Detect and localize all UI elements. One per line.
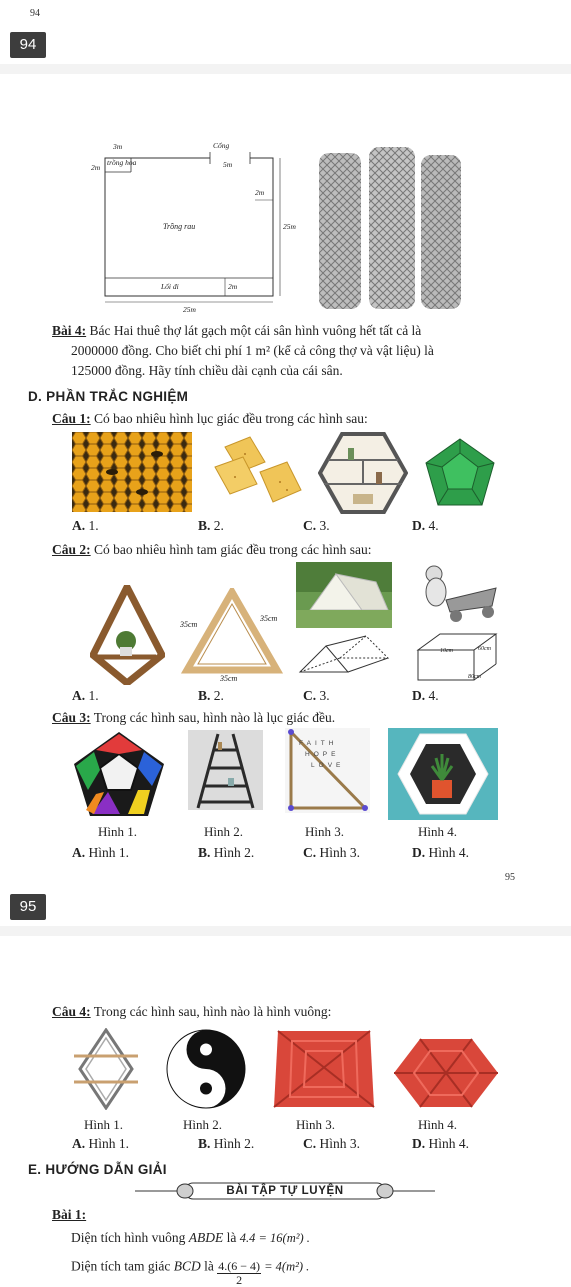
bai4-label: Bài 4: [52, 323, 87, 338]
frame-letter: H [305, 751, 314, 758]
q3-option-b [198, 845, 254, 861]
frame-letter: I [314, 740, 321, 747]
diagram-label-25m-bottom: 25m [183, 305, 196, 314]
q4-option-b [198, 1136, 254, 1152]
q2-option-c-key: C. [303, 688, 317, 703]
q4-caption-4: Hình 4. [418, 1117, 457, 1132]
q1-label: Câu 1: [52, 411, 91, 426]
q3-question [52, 708, 552, 728]
q4-text: Trong các hình sau, hình nào là hình vuông: [90, 1004, 332, 1019]
frame-letter: V [327, 762, 337, 769]
q2-option-b-value: 2. [210, 688, 224, 703]
frame-letter: L [311, 762, 319, 769]
q1-option-c-key: C. [303, 518, 317, 533]
q4-label: Câu 4: [52, 1004, 91, 1019]
box-label-80cm: 80cm [468, 674, 481, 680]
q3-caption-4: Hình 4. [418, 824, 457, 839]
frame-letter: F [299, 740, 307, 747]
prism-diagram [296, 632, 396, 684]
yin-yang-image [165, 1028, 247, 1110]
page-separator [0, 64, 571, 74]
q2-option-a-key: A. [72, 688, 86, 703]
triangle-label-bottom: 35cm [220, 674, 238, 683]
q3-option-a [72, 845, 129, 861]
diagram-label-3m: 3m [113, 142, 123, 151]
q3-option-c [303, 845, 360, 861]
q1-option-c-value: 3. [316, 518, 330, 533]
practice-banner-label: BÀI TẬP TỰ LUYỆN [226, 1185, 344, 1197]
frame-letters-row-2 [299, 749, 365, 760]
bottom-page-number: 95 [505, 872, 515, 883]
honeycomb-image [72, 432, 192, 512]
q1-option-a-value: 1. [85, 518, 99, 533]
diagram-label-2m-bottom: 2m [228, 282, 238, 291]
q2-option-d-key: D. [412, 688, 426, 703]
q3-option-a-key: A. [72, 845, 86, 860]
bai1-label: Bài 1: [52, 1207, 87, 1222]
page-badge-95: 95 [10, 894, 46, 920]
q2-option-c-value: 3. [316, 688, 330, 703]
q1-option-d [412, 518, 439, 534]
q3-option-d-value: Hình 4. [425, 845, 469, 860]
q1-option-a [72, 518, 99, 534]
diagram-label-path: Lối đi [161, 282, 179, 291]
frame-letters-row-3 [299, 760, 365, 771]
box-label-10cm: 10cm [440, 648, 453, 654]
q3-option-d [412, 845, 469, 861]
q4-caption-3: Hình 3. [296, 1117, 335, 1132]
q4-option-c [303, 1136, 360, 1152]
rhombus-shelf-image [70, 1028, 142, 1110]
frame-letter: O [318, 762, 328, 769]
bcd-area-result: = 4(m²) . [260, 1259, 310, 1274]
abde-area-formula: 4.4 = 16(m²) . [239, 1231, 310, 1245]
q1-option-b-key: B. [198, 518, 211, 533]
bcd-fraction-denominator: 2 [236, 1273, 243, 1287]
q3-option-c-key: C. [303, 845, 317, 860]
fence-rolls-image [315, 145, 465, 313]
q3-option-a-value: Hình 1. [85, 845, 129, 860]
frame-letter: T [320, 740, 329, 747]
page-separator-2 [0, 926, 571, 936]
q3-caption-3: Hình 3. [305, 824, 344, 839]
top-page-number: 94 [30, 8, 40, 19]
q4-option-b-key: B. [198, 1136, 211, 1151]
solution-line-1-mid: là [223, 1230, 240, 1245]
q2-label: Câu 2: [52, 542, 91, 557]
frame-letter: H [328, 740, 338, 747]
megaminx-image [72, 730, 167, 820]
q4-option-d-value: Hình 4. [425, 1136, 469, 1151]
wooden-triangle-image [180, 588, 285, 688]
q4-option-d [412, 1136, 469, 1152]
green-dodecahedron-image [422, 437, 498, 509]
q3-option-c-value: Hình 3. [316, 845, 360, 860]
q2-option-d [412, 688, 439, 704]
q1-option-b-value: 2. [210, 518, 224, 533]
diagram-label-2m-right: 2m [255, 188, 265, 197]
q4-option-a [72, 1136, 129, 1152]
section-e-heading: E. HƯỚNG DẪN GIẢI [28, 1162, 167, 1177]
crackers-image [205, 432, 305, 514]
bai4-text-1: Bác Hai thuê thợ lát gạch một cái sân hình vuông hết tất cả là [86, 323, 422, 338]
diagram-label-gate: Cổng [213, 141, 230, 150]
frame-letter: O [313, 751, 323, 758]
q2-option-a [72, 688, 99, 704]
q1-option-d-key: D. [412, 518, 426, 533]
section-d-heading: D. PHẦN TRẮC NGHIỆM [28, 389, 189, 404]
solution-line-1-prefix: Diện tích hình vuông [71, 1230, 189, 1245]
diagram-label-5m: 5m [223, 160, 233, 169]
hexagon-shelf-image [318, 432, 408, 514]
q3-option-b-value: Hình 2. [210, 845, 255, 860]
frame-letter: E [336, 762, 345, 769]
diagram-label-2m-left: 2m [91, 163, 101, 172]
bai4-line2: 2000000 đồng. Cho biết chi phí 1 m² (kể cả công thợ và vật liệu) là [71, 343, 434, 358]
box-label-60cm: 60cm [478, 646, 491, 652]
hexagon-planter-image [388, 728, 498, 820]
q3-text: Trong các hình sau, hình nào là lục giác đều. [90, 710, 336, 725]
q2-option-a-value: 1. [85, 688, 99, 703]
q1-text: Có bao nhiêu hình lục giác đều trong các hình sau: [90, 411, 368, 426]
triangle-label-right: 35cm [260, 614, 278, 623]
frame-letter: E [331, 751, 340, 758]
square-tile-image [270, 1025, 378, 1115]
bcd-fraction-numerator: 4.(6 − 4) [218, 1259, 260, 1273]
diagram-label-25m-right: 25m [283, 222, 296, 231]
q1-option-c [303, 518, 330, 534]
wooden-diamond-shelf-image [90, 585, 165, 685]
q4-caption-2: Hình 2. [183, 1117, 222, 1132]
solution-line-1 [71, 1228, 310, 1248]
tent-image [296, 562, 392, 628]
q4-option-a-key: A. [72, 1136, 86, 1151]
garden-diagram [85, 138, 315, 318]
box-diagram [412, 630, 504, 686]
q4-caption-1: Hình 1. [84, 1117, 123, 1132]
q3-caption-1: Hình 1. [98, 824, 137, 839]
ladder-shelf-image [188, 730, 263, 810]
q4-option-d-key: D. [412, 1136, 426, 1151]
squirrel-cart-image [412, 560, 500, 624]
hexagon-tile-image [390, 1035, 502, 1111]
q3-option-d-key: D. [412, 845, 426, 860]
page-badge-94: 94 [10, 32, 46, 58]
bcd-symbol: BCD [173, 1258, 201, 1274]
triangle-label-left: 35cm [180, 620, 198, 629]
q4-question [52, 1002, 552, 1022]
frame-letters-row-1 [299, 738, 365, 749]
q1-option-d-value: 4. [425, 518, 439, 533]
solution-line-2-prefix: Diện tích tam giác [71, 1258, 174, 1274]
q4-option-b-value: Hình 2. [210, 1136, 255, 1151]
q2-text: Có bao nhiêu hình tam giác đều trong các hình sau: [90, 542, 372, 557]
diagram-label-veg: Trồng rau [163, 222, 196, 231]
bai4-line1 [52, 321, 552, 341]
abde-symbol: ABDE [188, 1230, 224, 1245]
q4-option-c-value: Hình 3. [316, 1136, 360, 1151]
q2-question [52, 540, 552, 560]
solution-line-2 [71, 1254, 310, 1287]
q3-option-b-key: B. [198, 845, 211, 860]
q3-label: Câu 3: [52, 710, 91, 725]
q1-question [52, 409, 552, 429]
frame-letter: A [306, 740, 315, 747]
q1-option-b [198, 518, 224, 534]
bai4-line3: 125000 đồng. Hãy tính chiều dài cạnh của cái sân. [71, 363, 343, 378]
q2-option-d-value: 4. [425, 688, 439, 703]
q3-caption-2: Hình 2. [204, 824, 243, 839]
bcd-fraction [217, 1260, 261, 1287]
q2-option-b [198, 688, 224, 704]
solution-line-2-mid: là [200, 1258, 218, 1274]
diagram-label-flower: trồng hoa [107, 158, 137, 167]
frame-letter: P [322, 751, 332, 758]
q2-option-b-key: B. [198, 688, 211, 703]
q1-option-a-key: A. [72, 518, 86, 533]
q4-option-a-value: Hình 1. [85, 1136, 129, 1151]
faith-hope-love-frame-image [285, 728, 370, 813]
frame-letters [299, 738, 365, 771]
q2-option-c [303, 688, 330, 704]
practice-banner [135, 1182, 435, 1200]
q4-option-c-key: C. [303, 1136, 317, 1151]
